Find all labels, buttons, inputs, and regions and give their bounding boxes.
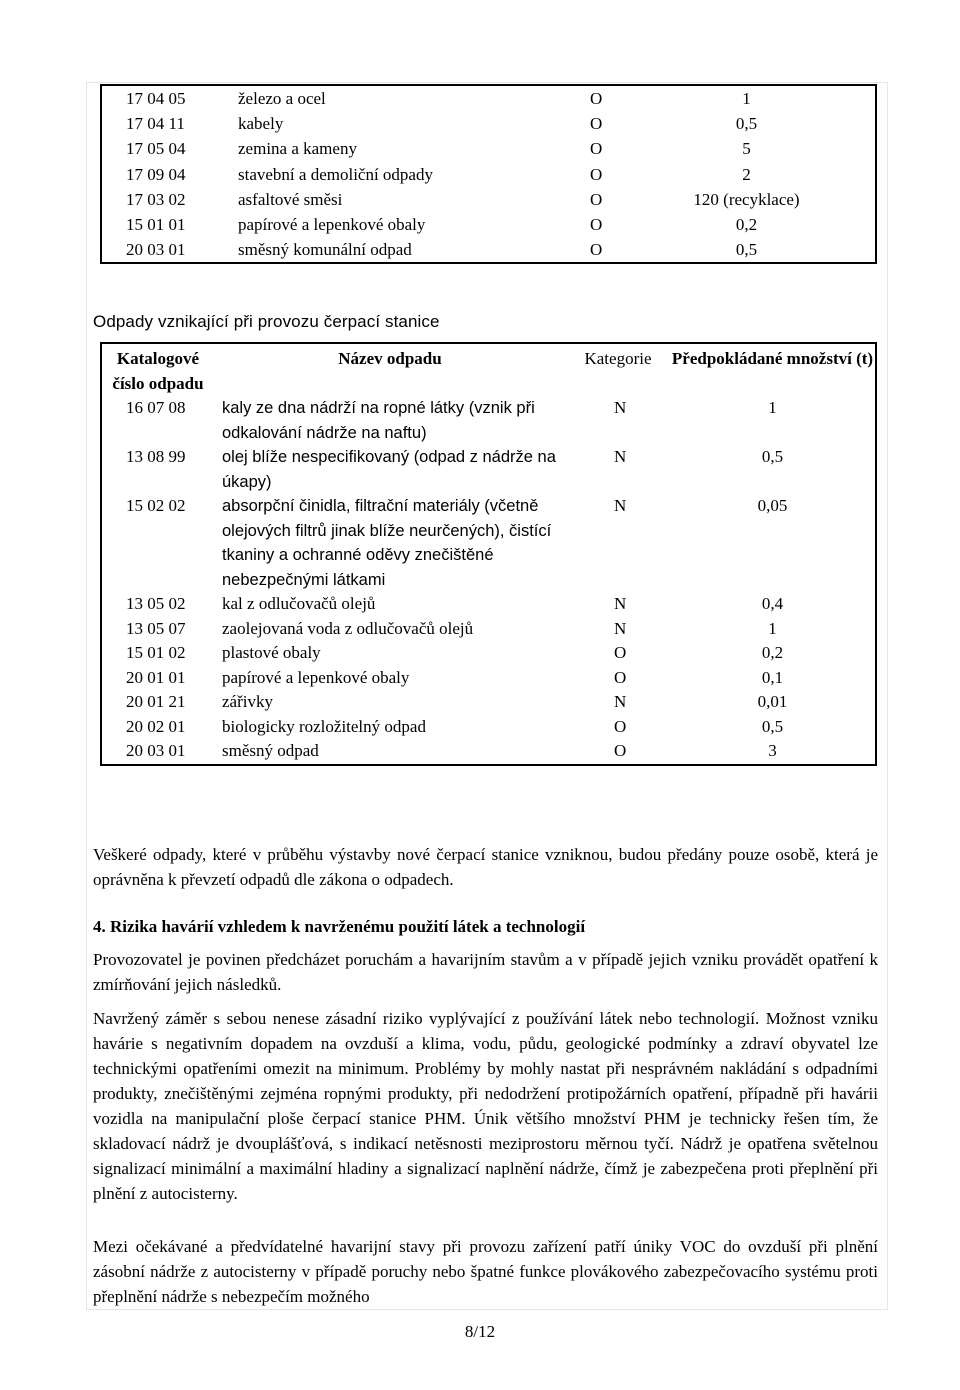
waste-category: O — [614, 667, 627, 687]
waste-name: zářivky — [222, 692, 273, 711]
waste-code: 16 07 08 — [126, 398, 186, 417]
waste-code: 17 05 04 — [126, 139, 186, 159]
waste-code: 20 01 01 — [126, 667, 186, 687]
waste-amount: 0,5 — [735, 240, 758, 260]
waste-category: O — [614, 716, 627, 736]
waste-name: stavební a demoliční odpady — [238, 164, 433, 184]
paragraph-waste: Veškeré odpady, které v průběhu výstavby nové čerpací stanice vzniknou, budou předány pouze osobě, která je oprávněna k převzetí odpadů dle zákona o odpadech. — [93, 845, 878, 889]
waste-amount: 0,1 — [761, 667, 784, 687]
waste-code: 13 05 07 — [126, 618, 186, 638]
waste-amount: 1 — [742, 89, 751, 108]
waste-category: O — [590, 114, 603, 134]
paragraph-3: Mezi očekávané a předvídatelné havarijní stavy při provozu zařízení patří úniky VOC do ovzduší při plnění zásobní nádrže z autocisterny v případě poruchy nebo špatné funkce plovákového zabezpečovacího systému proti přeplnění nádrže s nebezpečím možného — [93, 1237, 878, 1306]
waste-code: 20 01 21 — [126, 692, 186, 711]
waste-name: zaolejovaná voda z odlučovačů olejů — [222, 618, 474, 638]
table-row — [101, 237, 876, 263]
table-row — [101, 666, 876, 691]
waste-category: N — [614, 692, 627, 711]
waste-code: 13 08 99 — [126, 447, 186, 466]
table-row — [101, 739, 876, 765]
waste-category: N — [614, 447, 627, 466]
table-header-row — [101, 343, 876, 396]
waste-amount: 2 — [742, 164, 751, 184]
waste-name: papírové a lepenkové obaly — [238, 214, 426, 234]
table-row — [101, 617, 876, 642]
waste-category: O — [590, 189, 603, 209]
waste-category: O — [590, 89, 603, 108]
table-row — [101, 85, 876, 111]
header-category — [566, 343, 670, 396]
waste-category: O — [590, 240, 603, 260]
waste-category: O — [614, 643, 627, 662]
construction-waste-table — [100, 84, 877, 264]
header-category-label: Kategorie — [584, 349, 652, 368]
waste-category: N — [614, 618, 627, 638]
waste-name: železo a ocel — [238, 89, 326, 108]
waste-amount: 0,5 — [735, 114, 758, 134]
waste-amount: 5 — [742, 139, 751, 159]
table-row — [101, 396, 876, 445]
table-row — [101, 212, 876, 237]
table-row — [101, 641, 876, 666]
paragraph-2: Navržený záměr s sebou nenese zásadní riziko vyplývající z používání látek nebo technologií. Možnost vzniku havárie s negativním dopadem na ovzduší a klima, vodu, půdu, geologické podmínky a zdraví obyvatel lze technickými opatřeními omezit na minimum. Problémy by mohly nastat při nesprávném nakládání s odpadními produkty, znečištěnými zejména ropnými produkty, při nedodržení protipožárních opatření, případně při havárii vozidla na manipulační ploše čerpací stanice PHM. Únik většího množství PHM je technicky řešen tím, že skladovací nádrž je dvouplášťová, s indikací netěsnosti meziprostoru měrnou tyčí. Nádrž je opatřena světelnou signalizací minimální a maximální hladiny a signalizací naplnění nádrže, čímž je zabezpečena proti přeplnění při plnění z autocisterny. — [93, 1009, 878, 1203]
header-name: Název odpadu — [338, 349, 442, 368]
table-row — [101, 715, 876, 740]
table-row — [101, 136, 876, 161]
waste-category: N — [614, 594, 627, 613]
operation-waste-table-body — [101, 396, 876, 765]
waste-category: O — [614, 741, 627, 760]
waste-name: směsný odpad — [222, 741, 319, 760]
waste-amount: 0,5 — [761, 447, 784, 466]
waste-code: 15 02 02 — [126, 496, 186, 515]
waste-name: papírové a lepenkové obaly — [222, 667, 410, 687]
table-row — [101, 111, 876, 136]
header-amount: Předpokládané množství (t) — [671, 349, 874, 368]
section-title: Odpady vznikající při provozu čerpací stanice — [93, 312, 440, 331]
waste-category: O — [590, 164, 603, 184]
waste-category: O — [590, 139, 603, 159]
table-row — [101, 592, 876, 617]
waste-code: 17 04 11 — [126, 114, 185, 134]
table-row — [101, 494, 876, 592]
waste-amount: 1 — [768, 398, 777, 417]
waste-name: absorpční činidla, filtrační materiály (včetně olejových filtrů jinak blíže neurčených), čistící tkaniny a ochranné oděvy znečištěné nebezpečnými látkami — [222, 497, 552, 589]
construction-waste-table-body — [101, 85, 876, 263]
heading-4: 4. Rizika havárií vzhledem k navrženému použití látek a technologií — [93, 917, 586, 936]
waste-amount: 0,01 — [757, 692, 788, 711]
waste-code: 20 02 01 — [126, 716, 186, 736]
waste-code: 17 09 04 — [126, 164, 186, 184]
waste-amount: 0,5 — [761, 716, 784, 736]
waste-amount: 0,05 — [757, 496, 788, 515]
page-number: 8/12 — [464, 1322, 496, 1341]
waste-code: 15 01 01 — [126, 214, 186, 234]
waste-amount: 0,2 — [735, 214, 758, 234]
waste-name: olej blíže nespecifikovaný (odpad z nádrže na úkapy) — [222, 448, 556, 491]
waste-name: plastové obaly — [222, 643, 321, 662]
paragraph-1: Provozovatel je povinen předcházet poruchám a havarijním stavům a v případě jejich vzniku provádět opatření k zmírňování jejich následků. — [93, 950, 878, 994]
waste-category: N — [614, 398, 627, 417]
waste-name: kaly ze dna nádrží na ropné látky (vznik při odkalování nádrže na naftu) — [222, 399, 535, 442]
waste-code: 20 03 01 — [126, 240, 186, 260]
waste-name: kal z odlučovačů olejů — [222, 594, 376, 613]
waste-code: 20 03 01 — [126, 741, 186, 760]
waste-amount: 0,4 — [761, 594, 784, 613]
table-row — [101, 445, 876, 494]
waste-amount: 1 — [768, 618, 777, 638]
table-row — [101, 162, 876, 187]
operation-waste-table — [100, 342, 877, 766]
waste-name: biologicky rozložitelný odpad — [222, 716, 426, 736]
waste-code: 17 04 05 — [126, 89, 186, 108]
waste-amount: 3 — [768, 741, 777, 760]
waste-category: O — [590, 214, 603, 234]
waste-category: N — [614, 496, 627, 515]
waste-name: asfaltové směsi — [238, 189, 343, 209]
waste-code: 13 05 02 — [126, 594, 186, 613]
waste-amount: 0,2 — [761, 643, 784, 662]
waste-code: 17 03 02 — [126, 189, 186, 209]
waste-name: zemina a kameny — [238, 139, 357, 159]
waste-amount: 120 (recyklace) — [693, 189, 800, 209]
waste-name: kabely — [238, 114, 284, 134]
header-code: Katalogové číslo odpadu — [112, 349, 204, 393]
table-row — [101, 187, 876, 212]
waste-name: směsný komunální odpad — [238, 240, 412, 260]
waste-code: 15 01 02 — [126, 643, 186, 662]
table-row — [101, 690, 876, 715]
